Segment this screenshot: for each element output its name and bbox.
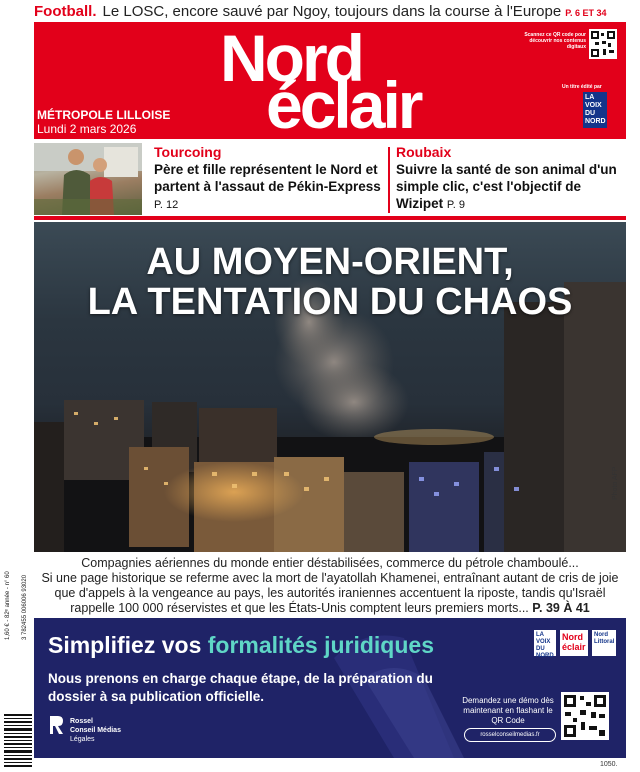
- hero-title-line2: LA TENTATION DU CHAOS: [87, 281, 573, 323]
- ad-logo-vdn: LA VOIX DU NORD: [534, 630, 556, 656]
- issue-date: Lundi 2 mars 2026: [37, 122, 137, 136]
- lead-line: que d'appels à la vengeance au pays, les autorités iraniennes accentuent la riposte, tandis qu'Israël: [54, 586, 606, 600]
- barcode-number: 3 782455 006006 93020: [22, 574, 28, 640]
- top-teaser-pages: P. 6 ET 34: [565, 8, 607, 18]
- ad-title-accent: formalités juridiques: [207, 632, 434, 658]
- lead-line-text: rappelle 100 000 réservistes et que les États-Unis comptent leurs premiers morts...: [70, 601, 529, 615]
- ad-logo-nord-littoral: Nord Littoral: [592, 630, 616, 656]
- lead-line: [34, 601, 626, 616]
- ad-brand-line: Rossel: [70, 718, 93, 725]
- hero-photo[interactable]: [34, 222, 626, 552]
- issue-price: 1,60 € - 82ᵉ année - n° 60: [5, 571, 11, 640]
- ad-demo-text: Demandez une démo dès maintenant en flashant le QR Code: [462, 696, 554, 725]
- top-teaser[interactable]: [34, 2, 634, 22]
- top-teaser-keyword: Football.: [34, 3, 97, 20]
- teaser-headline: [396, 161, 622, 214]
- barcode: [2, 712, 32, 768]
- publisher-caption: Un titre édité par: [562, 84, 602, 90]
- section-rule: [34, 216, 626, 220]
- edition-label: MÉTROPOLE LILLOISE: [37, 108, 171, 122]
- top-teaser-text: Le LOSC, encore sauvé par Ngoy, toujours dans la course à l'Europe: [102, 3, 562, 20]
- ad-qr-code-icon[interactable]: [561, 692, 609, 740]
- teaser-photo-father-daughter: [34, 143, 142, 215]
- teaser-headline: [154, 161, 382, 214]
- photo-credit: Photo AFP: [612, 466, 619, 500]
- teaser-page: P. 12: [154, 199, 179, 211]
- teaser-headline-text: Père et fille représentent le Nord et partent à l'assaut de Pékin-Express: [154, 162, 381, 194]
- teaser-headline-text: Suivre la santé de son animal d'un simple clic, c'est l'objectif de Wizipet: [396, 162, 617, 211]
- teaser-roubaix[interactable]: [396, 143, 622, 213]
- lead-line: Compagnies aériennes du monde entier déstabilisées, commerce du pétrole chamboulé...: [81, 556, 579, 570]
- publisher-logo: LA VOIX DU NORD: [583, 92, 607, 128]
- logo-line1: Nord: [220, 21, 362, 95]
- ad-brand: [70, 717, 121, 744]
- qr-code-icon[interactable]: [589, 29, 617, 59]
- ad-body: Nous prenons en charge chaque étape, de la préparation du dossier à sa publication officielle.: [48, 671, 433, 704]
- advertisement[interactable]: [34, 618, 626, 758]
- logo-line2: éclair: [266, 68, 421, 142]
- teaser-city: Tourcoing: [154, 144, 222, 160]
- lead-pages: P. 39 À 41: [532, 601, 590, 615]
- ad-brand-line: Conseil Médias: [70, 727, 121, 734]
- ad-title: [48, 632, 434, 659]
- rossel-r-icon: [48, 714, 64, 736]
- hero-title-line1: AU MOYEN-ORIENT,: [146, 241, 514, 283]
- lead-paragraph: [34, 556, 626, 616]
- ad-logos: [534, 630, 616, 659]
- teaser-city: Roubaix: [396, 144, 452, 160]
- qr-caption: Scannez ce QR code pour découvrir nos contenus digitaux: [524, 32, 586, 50]
- teaser-tourcoing[interactable]: [154, 143, 382, 213]
- footer-code: 1050.: [600, 761, 618, 768]
- masthead: [34, 21, 626, 142]
- teaser-page: P. 9: [446, 199, 466, 211]
- ad-url-button[interactable]: rosselconseilmedias.fr: [464, 728, 556, 742]
- teaser-divider: [388, 147, 390, 213]
- ad-brand-line: Légales: [70, 736, 95, 743]
- ad-logo-nord-eclair: Nord éclair: [560, 630, 588, 656]
- ad-title-start: Simplifiez vos: [48, 632, 202, 658]
- lead-line: Si une page historique se referme avec la mort de l'ayatollah Khamenei, entraînant autant de cris de joie: [41, 571, 619, 585]
